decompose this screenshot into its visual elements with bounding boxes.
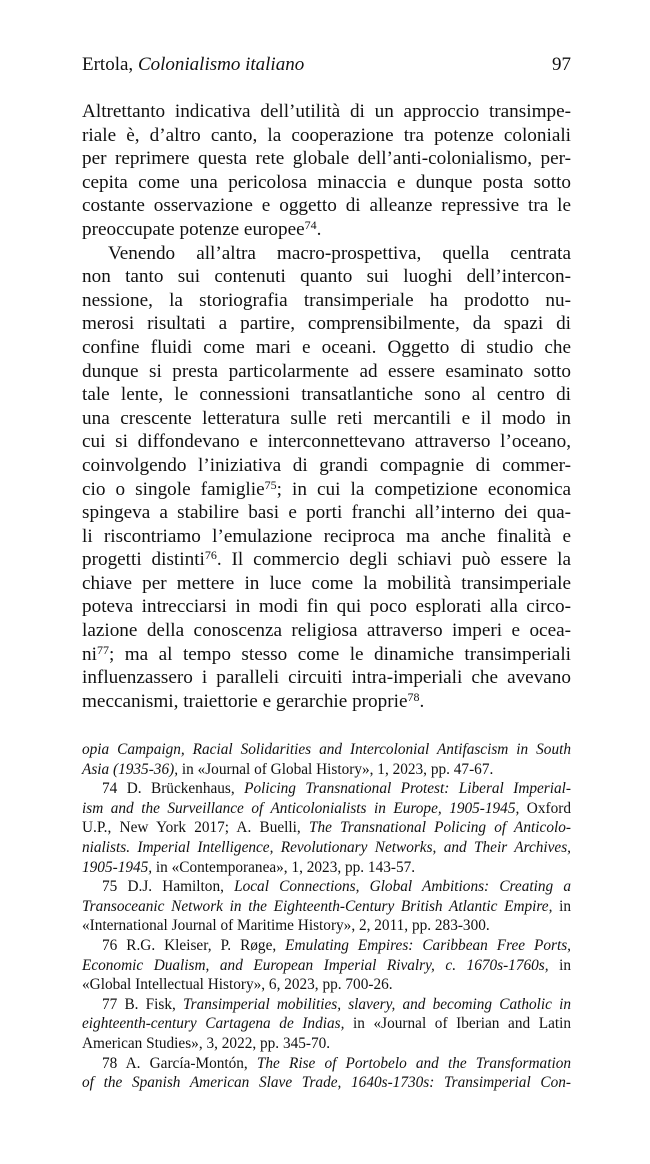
text-line: influenzassero i paralleli circuiti intra-imperiali che avevano <box>82 667 571 689</box>
text-line: nessione, la storiografia transimperiale ha prodotto nu- <box>82 289 571 311</box>
line-text: cio o singole famiglie <box>82 478 265 500</box>
text-line: una crescente letteratura sulle reti mercantili e il modo in <box>82 407 571 429</box>
footnote-text: R.G. Kleiser, P. Røge, <box>117 936 286 954</box>
footnote-text: D. Brückenhaus, <box>117 780 245 798</box>
footnote-title: opia Campaign, Racial Solidarities and Intercolonial Antifascism in South <box>82 741 571 758</box>
text-line: Venendo all’altra macro-prospettiva, quella centrata <box>108 242 571 264</box>
text-line <box>82 690 571 714</box>
footnote-title: Asia (1935-36), <box>82 760 179 778</box>
footnote-77 <box>82 995 571 1015</box>
footnote-number: 75 <box>102 878 118 896</box>
text-line: chiave per mettere in luce come la mobilità transimperiale <box>82 572 571 594</box>
footnote-title: Local Connections, Global Ambitions: Creating a <box>234 878 571 896</box>
author-name: Ertola, <box>82 54 134 75</box>
line-text: ni <box>82 643 97 665</box>
footnote-ref: 76 <box>204 548 217 563</box>
footnote-76 <box>82 936 571 956</box>
footnote-74 <box>82 779 571 799</box>
text-line <box>82 643 571 667</box>
text-line <box>82 548 571 572</box>
text-line: cui si diffondevano e interconnettevano attraverso l’oceano, <box>82 431 571 453</box>
main-text <box>82 100 571 713</box>
footnote-title: of the Spanish American Slave Trade, 1640s-1730s: Transimperial Con- <box>82 1074 571 1092</box>
text-line <box>82 478 571 502</box>
page-number: 97 <box>552 54 571 75</box>
footnote-text: in <box>548 956 571 974</box>
footnote-ref: 77 <box>96 642 109 657</box>
text-line: costante osservazione e oggetto di alleanze repressive tra le <box>82 195 571 217</box>
footnote-ref: 78 <box>407 689 420 704</box>
footnote-title: Emulating Empires: Caribbean Free Ports, <box>285 936 572 954</box>
text-line: non tanto sui contenuti quanto sui luoghi dell’intercon- <box>82 266 571 288</box>
footnote-title: Transimperial mobilities, slavery, and becoming Catholic in <box>183 995 571 1013</box>
text-line: lazione della conoscenza religiosa attraverso imperi e ocea- <box>82 620 571 642</box>
footnote-line <box>82 799 571 819</box>
footnote-text: D.J. Hamilton, <box>117 878 235 896</box>
line-text: . Il commercio degli schiavi può essere la <box>216 549 571 571</box>
line-punct: . <box>316 218 322 240</box>
footnote-ref: 74 <box>304 217 317 232</box>
text-line: confine fluidi come mari e oceani. Oggetto di studio che <box>82 336 571 358</box>
footnote-line <box>82 760 571 780</box>
line-punct: . <box>419 690 425 712</box>
footnote-title: 1905-1945, <box>82 858 153 876</box>
text-line: riale è, d’altro canto, la cooperazione tra potenze coloniali <box>82 124 571 146</box>
footnote-text: U.P., New York 2017; A. Buelli, <box>82 819 309 837</box>
footnote-number: 76 <box>102 936 118 954</box>
footnote-title: nialists. Imperial Intelligence, Revolutionary Networks, and Their Archives, <box>82 838 571 856</box>
footnote-line <box>82 740 571 760</box>
line-text: meccanismi, traiettorie e gerarchie proprie <box>82 690 408 712</box>
footnote-text: in «Journal of Global History», 1, 2023, pp. 47-67. <box>178 760 494 778</box>
line-text: ; ma al tempo stesso come le dinamiche transimperiali <box>108 643 571 665</box>
footnote-number: 74 <box>102 780 118 798</box>
footnote-number: 77 <box>102 995 118 1013</box>
text-line: spingeva a stabilire basi e porti franchi all’interno dei qua- <box>82 502 571 524</box>
text-line: per reprimere questa rete globale dell’anti-colonialismo, per- <box>82 148 571 170</box>
line-text: preoccupate potenze europee <box>82 218 305 240</box>
footnote-title: Policing Transnational Protest: Liberal Imperial- <box>244 780 571 798</box>
text-line: merosi risultati a partire, comprensibilmente, da spazi di <box>82 313 571 335</box>
line-text: progetti distinti <box>82 549 205 571</box>
footnote-line: «Global Intellectual History», 6, 2023, pp. 700-26. <box>82 976 393 994</box>
footnote-line <box>82 858 571 878</box>
footnote-line: American Studies», 3, 2022, pp. 345-70. <box>82 1034 331 1052</box>
footnote-line: «International Journal of Maritime History», 2, 2011, pp. 283-300. <box>82 917 490 935</box>
footnote-line <box>82 897 571 917</box>
footnote-text: Oxford <box>519 799 571 817</box>
footnote-text: B. Fisk, <box>117 995 183 1013</box>
footnote-title: The Transnational Policing of Anticolo- <box>308 819 571 837</box>
footnote-line <box>82 818 571 838</box>
running-head-title <box>82 52 304 78</box>
footnote-title: Transoceanic Network in the Eighteenth-Century British Atlantic Empire, <box>82 897 553 915</box>
text-line <box>82 218 571 242</box>
footnote-text: in «Journal of Iberian and Latin <box>344 1015 572 1033</box>
text-line: cepita come una pericolosa minaccia e dunque posta sotto <box>82 171 571 193</box>
footnote-text: in «Contemporanea», 1, 2023, pp. 143-57. <box>152 858 416 876</box>
line-text: ; in cui la competizione economica <box>276 478 571 500</box>
footnote-line <box>82 1014 571 1034</box>
text-line: tale lente, le connessioni transatlantiche sono al centro di <box>82 384 571 406</box>
footnote-title: eighteenth-century Cartagena de Indias, <box>82 1015 345 1033</box>
footnote-text: A. García-Montón, <box>117 1054 257 1072</box>
footnotes <box>82 740 571 1093</box>
footnote-ref: 75 <box>264 477 277 492</box>
footnote-line <box>82 1073 571 1093</box>
footnote-number: 78 <box>102 1054 118 1072</box>
text-line: Altrettanto indicativa dell’utilità di un approccio transimpe- <box>82 101 571 122</box>
book-title: Colonialismo italiano <box>137 54 305 75</box>
text-line: dunque si presta particolarmente ad essere esaminato sotto <box>82 360 571 382</box>
footnote-title: Economic Dualism, and European Imperial Rivalry, c. 1670s-1760s, <box>82 956 549 974</box>
footnote-title: ism and the Surveillance of Anticolonialists in Europe, 1905-1945, <box>82 799 520 817</box>
text-line: li riscontriamo l’emulazione reciproca ma anche finalità e <box>82 525 571 547</box>
text-line: coinvolgendo l’iniziativa di grandi compagnie di commer- <box>82 454 571 476</box>
footnote-text: in <box>552 897 571 915</box>
running-head <box>82 52 571 78</box>
footnote-line <box>82 956 571 976</box>
text-line: poteva intrecciarsi in modi fin qui poco esplorati alla circo- <box>82 596 571 618</box>
footnote-line <box>82 838 571 858</box>
footnote-title: The Rise of Portobelo and the Transformation <box>256 1054 572 1072</box>
footnote-78 <box>82 1054 571 1074</box>
footnote-75 <box>82 877 571 897</box>
